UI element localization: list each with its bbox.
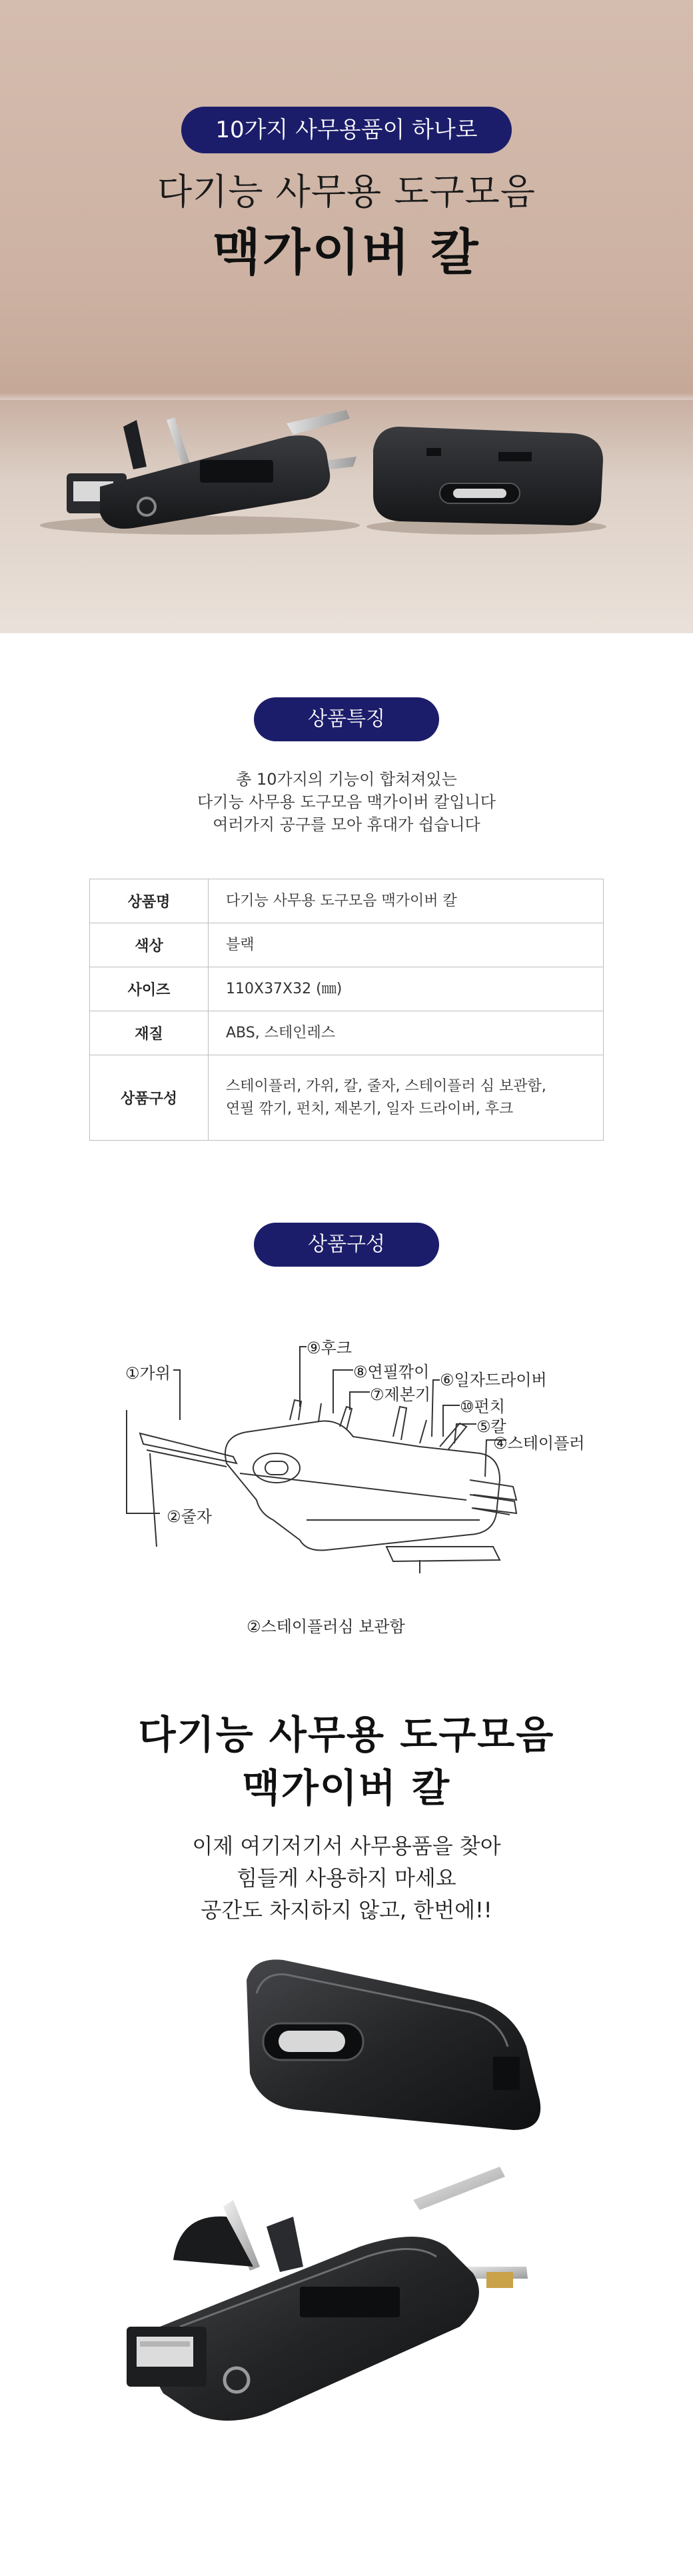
bottom-title-line1: 다기능 사무용 도구모음 — [138, 1712, 555, 1757]
spec-row — [90, 967, 604, 1011]
hero-title: 맥가이버 칼 — [213, 224, 480, 281]
label-punch: ⑩펀치 — [460, 1397, 505, 1416]
intro-line: 여러가지 공구를 모아 휴대가 쉽습니다 — [213, 815, 480, 834]
spec-value — [209, 1055, 604, 1141]
spec-value-line: 연필 깎기, 펀치, 제본기, 일자 드라이버, 후크 — [226, 1100, 514, 1117]
bottom-title-line2: 맥가이버 칼 — [242, 1765, 451, 1811]
features-intro — [0, 768, 693, 836]
spec-row — [90, 1055, 604, 1141]
label-screwdriver: ⑥일자드라이버 — [440, 1371, 547, 1389]
spec-label: 재질 — [90, 1011, 209, 1055]
spec-value: 블랙 — [209, 923, 604, 967]
spec-label: 상품명 — [90, 879, 209, 923]
bottom-copy — [0, 1830, 693, 1926]
label-binder: ⑦제본기 — [370, 1385, 431, 1404]
spec-row — [90, 1011, 604, 1055]
label-scissors: ①가위 — [125, 1364, 171, 1383]
spec-label: 상품구성 — [90, 1055, 209, 1141]
composition-heading: 상품구성 — [254, 1223, 439, 1267]
label-pencil-sharpener: ⑧연필깎이 — [353, 1363, 430, 1381]
label-stapler: ④스테이플러 — [493, 1434, 585, 1453]
spec-value: 110X37X32 (㎜) — [209, 967, 604, 1011]
spec-value-line: 스테이플러, 가위, 칼, 줄자, 스테이플러 심 보관함, — [226, 1077, 546, 1095]
label-tape-measure: ②줄자 — [167, 1507, 212, 1526]
label-hook: ⑨후크 — [307, 1339, 352, 1357]
features-heading: 상품특징 — [254, 697, 439, 741]
bottom-copy-line: 힘들게 사용하지 마세요 — [237, 1865, 456, 1891]
label-knife: ⑤칼 — [476, 1417, 506, 1436]
spec-label: 색상 — [90, 923, 209, 967]
spec-value: 다기능 사무용 도구모음 맥가이버 칼 — [209, 879, 604, 923]
bottom-copy-line: 공간도 차지하지 않고, 한번에!! — [201, 1897, 492, 1923]
intro-line: 다기능 사무용 도구모음 맥가이버 칼입니다 — [197, 793, 496, 811]
bottom-product-image — [100, 1953, 593, 2433]
hero-banner — [0, 0, 693, 633]
composition-diagram — [107, 1320, 586, 1653]
spec-label: 사이즈 — [90, 967, 209, 1011]
spec-row — [90, 879, 604, 923]
spec-value: ABS, 스테인레스 — [209, 1011, 604, 1055]
spec-table — [89, 879, 604, 1141]
intro-line: 총 10가지의 기능이 합쳐져있는 — [236, 770, 457, 789]
hero-subtitle: 다기능 사무용 도구모음 — [157, 171, 536, 213]
hero-product-image — [0, 373, 693, 547]
hero-badge: 10가지 사무용품이 하나로 — [181, 107, 512, 153]
bottom-copy-line: 이제 여기저기서 사무용품을 찾아 — [192, 1833, 501, 1859]
spec-row — [90, 923, 604, 967]
label-staple-storage: ②스테이플러심 보관함 — [247, 1617, 405, 1636]
